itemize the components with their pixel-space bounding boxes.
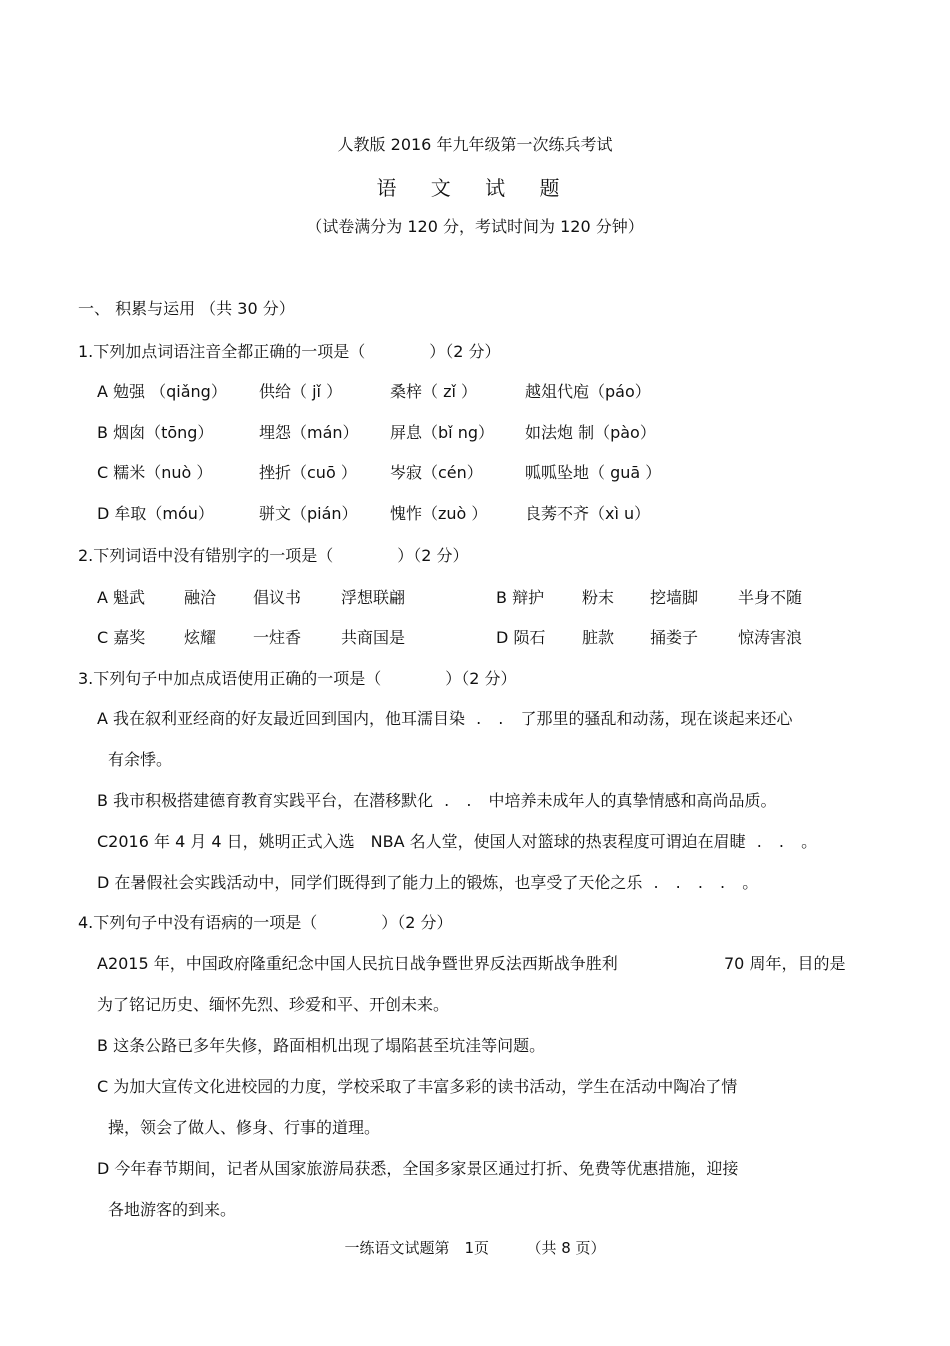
emphasis-dots: . . [745,832,802,851]
q1-d-4: 良莠不齐（xì u） [525,504,651,523]
q4-c-line2: 操，领会了做人、修身、行事的道理。 [108,1118,381,1137]
q2-r1-7: 挖墙脚 [650,588,699,607]
q3-a-text-cont: 了那里的骚乱和动荡，现在谈起来还心 [520,709,793,728]
q3-a-line2: 有余悸。 [108,750,173,769]
q4-b-line: B 这条公路已多年失修，路面相机出现了塌陷甚至坑洼等问题。 [97,1036,546,1055]
page-footer: 一练语文试题第 1页 （共 8 页） [344,1239,606,1257]
q1-stem: 1.下列加点词语注音全都正确的一项是（ ）（2 分） [78,342,501,361]
q1-b-4: 如法炮 制（pào） [525,423,656,442]
q2-r2-7: 捅娄子 [650,628,699,647]
section-heading: 一、 积累与运用 （共 30 分） [78,299,295,318]
emphasis-dots: . . . . [642,873,743,892]
q1-a-1: A 勉强 （qiǎng） [97,382,227,401]
q4-a-line1 [97,951,618,974]
q1-d-1: D 牟取（móu） [97,504,214,523]
q2-r2-6: 脏款 [582,628,615,647]
q4-d-line2: 各地游客的到来。 [108,1200,237,1219]
q2-r1-5: B 辩护 [496,588,545,607]
q1-b-3: 屏息（bǐ ng） [390,423,494,442]
q3-stem: 3.下列句子中加点成语使用正确的一项是（ ）（2 分） [78,669,517,688]
q3-a-line1 [97,706,793,729]
emphasis-dots: . . [433,791,489,810]
q2-stem: 2.下列词语中没有错别字的一项是（ ）（2 分） [78,546,469,565]
q3-b-line [97,788,777,811]
q1-c-1: C 糯米（nuò ） [97,463,213,482]
q2-r2-2: 炫耀 [184,628,217,647]
subject-title: 语 文 试 题 [376,176,574,200]
q1-a-2: 供给（ jǐ ） [259,382,343,401]
q4-a-text-cont: 70 周年，目的是 [724,954,846,973]
q1-c-3: 岑寂（cén） [390,463,483,482]
q1-a-4: 越俎代庖（páo） [525,382,651,401]
q3-c-line [97,829,817,852]
q2-r1-3: 倡议书 [253,588,302,607]
q2-r2-8: 惊涛害浪 [738,628,803,647]
q1-a-3: 桑梓（ zǐ ） [390,382,478,401]
q3-a-text: A 我在叙利亚经商的好友最近回到国内，他耳濡目染 [97,709,466,728]
q4-stem: 4.下列句子中没有语病的一项是（ ）（2 分） [78,913,453,932]
q2-r2-5: D 陨石 [496,628,546,647]
q2-r2-1: C 嘉奖 [97,628,146,647]
q3-d-text-cont: 。 [742,873,759,892]
exam-note: （试卷满分为 120 分，考试时间为 120 分钟） [306,217,644,236]
q1-b-2: 埋怨（mán） [259,423,359,442]
q1-d-2: 骈文（pián） [259,504,358,523]
q1-c-2: 挫折（cuō ） [259,463,357,482]
q1-b-1: B 烟囱（tōng） [97,423,214,442]
q3-d-text: D 在暑假社会实践活动中，同学们既得到了能力上的锻炼，也享受了天伦之乐 [97,873,643,892]
q3-d-line [97,870,758,893]
q2-r1-2: 融洽 [184,588,217,607]
q3-b-text-cont: 中培养未成年人的真挚情感和高尚品质。 [488,791,777,810]
q3-b-text: B 我市积极搭建德育教育实践平台，在潜移默化 [97,791,434,810]
q3-c-text: C2016 年 4 月 4 日，姚明正式入选 NBA 名人堂，使国人对篮球的热衷程度可谓迫在眉睫 [97,832,746,851]
q1-c-4: 呱呱坠地（ guā ） [525,463,662,482]
q4-d-line1: D 今年春节期间，记者从国家旅游局获悉，全国多家景区通过打折、免费等优惠措施，迎接 [97,1159,739,1178]
q2-r1-8: 半身不随 [738,588,803,607]
q4-a-line2: 为了铭记历史、缅怀先烈、珍爱和平、开创未来。 [97,995,450,1014]
q2-r1-1: A 魁武 [97,588,146,607]
q4-a-text: A2015 年，中国政府隆重纪念中国人民抗日战争暨世界反法西斯战争胜利 [97,954,618,973]
q4-c-line1: C 为加大宣传文化进校园的力度，学校采取了丰富多彩的读书活动，学生在活动中陶冶了情 [97,1077,738,1096]
q2-r2-4: 共商国是 [341,628,406,647]
q2-r1-4: 浮想联翩 [341,588,406,607]
q2-r2-3: 一炷香 [253,628,302,647]
q3-c-text-cont: 。 [801,832,818,851]
exam-title: 人教版 2016 年九年级第一次练兵考试 [337,135,613,154]
q1-d-3: 愧怍（zuò ） [390,504,488,523]
q2-r1-6: 粉末 [582,588,615,607]
emphasis-dots: . . [465,709,521,728]
